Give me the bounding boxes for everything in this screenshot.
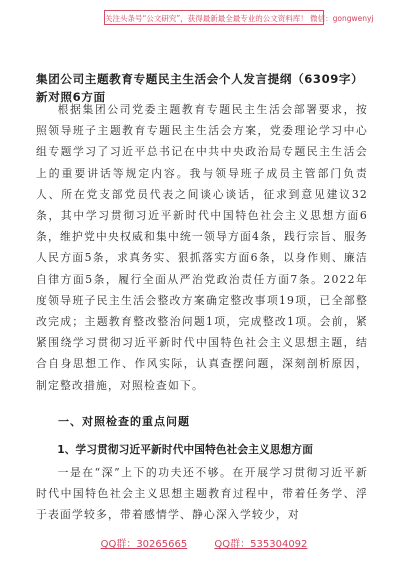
qq-group-link-1[interactable]: QQ群：30265665 — [100, 539, 188, 550]
document-body — [36, 99, 368, 396]
document-body-continued — [36, 462, 368, 528]
footer — [0, 538, 408, 552]
paragraph: 一是在“深”上下的功夫还不够。在开展学习贯彻习近平新时代中国特色社会主义思想主题教育过程中，带着任务学、浮于表面学较多，带着感情学、静心深入学较少，对 — [36, 466, 368, 522]
subsection-heading: 1、学习贯彻习近平新时代中国特色社会主义思想方面 — [57, 444, 314, 456]
paragraph: 根据集团公司党委主题教育专题民主生活会部署要求，按照领导班子主题教育专题民主生活会方案，党委理论学习中心组专题学习了习近平总书记在中共中央政治局专题民主生活会上的重要讲话等规定内容。我与领导班子成员主管部门负责人、所在党支部党员代表之间谈心谈话，征求到意见建议32条，其中学习贯彻习近平新时代中国特色社会主义思想方面6条，维护党中央权威和集中统一领导方面4条，践行宗旨、服务人民方面5条，求真务实、狠抓落实方面6条，以身作则、廉洁自律方面5条，履行全面从严治党政治责任方面7条。2022年度领导班子民主生活会整改方案确定整改事项19项，已全部整改完成；主题教育整改整治问题1项，完成整改1项。会前，紧紧围绕学习贯彻习近平新时代中国特色社会主义思想主题，结合自身思想工作、作风实际，认真查摆问题，深刻剖析原因，制定整改措施，对照检查如下。 — [36, 103, 368, 392]
top-banner: 关注头条号“公文研究”，获得最新最全最专业的公文资料库！ 微信：gongwenyj — [104, 10, 324, 25]
document-title: 集团公司主题教育专题民主生活会个人发言提纲（6309字）新对照6方面 — [36, 72, 364, 104]
section-heading: 一、对照检查的重点问题 — [58, 415, 190, 428]
qq-group-link-2[interactable]: QQ群：535304092 — [214, 539, 308, 550]
